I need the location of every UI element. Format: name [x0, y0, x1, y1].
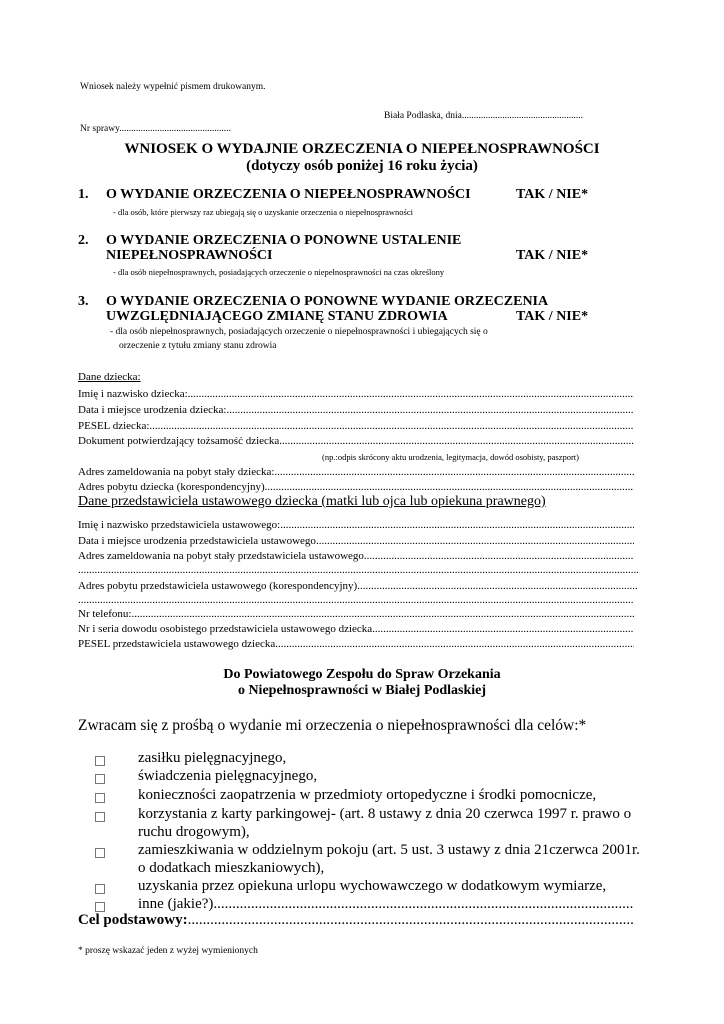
child-id-document-field[interactable]: [78, 435, 634, 447]
field-label: Adres zameldowania na pobyt stały przedstawiciela ustawowego: [78, 550, 364, 562]
footnote: * proszę wskazać jeden z wyżej wymienionych: [78, 946, 258, 956]
field-label: Imię i nazwisko dziecka:: [78, 388, 188, 400]
section-title: O WYDANIE ORZECZENIA O PONOWNE WYDANIE ORZECZENIA: [106, 294, 549, 309]
guardian-phone-field[interactable]: [78, 608, 634, 620]
section-number: 3.: [78, 294, 89, 309]
field-label: Adres pobytu przedstawiciela ustawowego (korespondencyjny): [78, 580, 358, 592]
child-address-field[interactable]: [78, 466, 634, 478]
child-pesel-field[interactable]: [78, 420, 634, 432]
section-title: O WYDANIE ORZECZENIA O PONOWNE USTALENIE: [106, 233, 462, 248]
guardian-correspondence-continuation[interactable]: [78, 594, 634, 606]
addressee-line2: o Niepełnosprawności w Białej Podlaskiej: [237, 683, 487, 698]
purpose-label-line2: o dodatkach mieszkaniowych),: [138, 860, 325, 876]
purpose-label: uzyskania przez opiekuna urlopu wychowawczego w dodatkowym wymiarze,: [138, 878, 607, 894]
addressee-line1: Do Powiatowego Zespołu do Spraw Orzekania: [223, 667, 501, 682]
yes-no-choice[interactable]: TAK / NIE*: [516, 187, 589, 202]
child-correspondence-address-field[interactable]: [78, 481, 634, 493]
yes-no-choice[interactable]: TAK / NIE*: [516, 309, 589, 324]
section-description-line2: orzeczenie z tytułu zmiany stanu zdrowia: [119, 341, 277, 351]
checkbox-care-benefit[interactable]: [95, 774, 105, 784]
guardian-name-field[interactable]: [78, 519, 634, 531]
guardian-correspondence-address-field[interactable]: [78, 580, 638, 592]
purpose-label: konieczności zaopatrzenia w przedmioty ortopedyczne i środki pomocnicze,: [138, 787, 597, 803]
checkbox-parental-leave[interactable]: [95, 884, 105, 894]
child-birth-field[interactable]: [78, 404, 634, 416]
guardian-pesel-field[interactable]: [78, 638, 634, 650]
guardian-birth-field[interactable]: [78, 535, 634, 547]
guardian-id-series-field[interactable]: [78, 623, 634, 635]
yes-no-choice[interactable]: TAK / NIE*: [516, 248, 589, 263]
section-title: O WYDANIE ORZECZENIA O NIEPEŁNOSPRAWNOŚCI: [106, 187, 471, 202]
field-label: Adres pobytu dziecka (korespondencyjny): [78, 481, 265, 493]
purpose-label: zamieszkiwania w oddzielnym pokoju (art. 5 ust. 3 ustawy z dnia 21czerwca 2001r.: [138, 842, 640, 858]
section-title-line2: NIEPEŁNOSPRAWNOŚCI: [106, 248, 273, 263]
section-description: - dla osób niepełnosprawnych, posiadających orzeczenie o niepełnosprawności i ubiegających się o: [110, 327, 488, 337]
document-subtitle: (dotyczy osób poniżej 16 roku życia): [246, 158, 478, 174]
section-number: 2.: [78, 233, 89, 248]
field-label: Imię i nazwisko przedstawiciela ustawowego:: [78, 519, 281, 531]
field-label: Nr telefonu:: [78, 608, 132, 620]
document-title: WNIOSEK O WYDAJNIE ORZECZENIA O NIEPEŁNOSPRAWNOŚCI: [124, 141, 600, 157]
field-label: Data i miejsce urodzenia przedstawiciela ustawowego: [78, 535, 316, 547]
id-document-hint: (np.:odpis skrócony aktu urodzenia, legitymacja, dowód osobisty, paszport): [322, 452, 579, 462]
field-label: PESEL przedstawiciela ustawowego dziecka: [78, 638, 276, 650]
guardian-address-field[interactable]: [78, 550, 634, 562]
guardian-data-heading: Dane przedstawiciela ustawowego dziecka (matki lub ojca lub opiekuna prawnego): [78, 494, 546, 509]
child-name-field[interactable]: [78, 388, 634, 400]
field-label: Adres zameldowania na pobyt stały dziecka:: [78, 466, 275, 478]
checkbox-orthopedic-supplies[interactable]: [95, 793, 105, 803]
purpose-other-field[interactable]: [138, 896, 634, 913]
purpose-label: inne (jakie?): [138, 896, 214, 912]
purpose-label: korzystania z karty parkingowej- (art. 8 ustawy z dnia 20 czerwca 1997 r. prawo o: [138, 806, 632, 822]
case-number-field[interactable]: Nr sprawy...............................................: [80, 124, 231, 134]
child-data-heading: Dane dziecka:: [78, 371, 141, 383]
field-label: Data i miejsce urodzenia dziecka:: [78, 404, 227, 416]
purpose-label: zasiłku pielęgnacyjnego,: [138, 750, 287, 766]
field-label: PESEL dziecka:: [78, 420, 150, 432]
section-number: 1.: [78, 187, 89, 202]
checkbox-care-allowance[interactable]: [95, 756, 105, 766]
fill-instruction: Wniosek należy wypełnić pismem drukowanym.: [80, 82, 266, 92]
main-goal-field[interactable]: [78, 912, 634, 929]
checkbox-parking-card[interactable]: [95, 812, 105, 822]
place-date-field[interactable]: Biała Podlaska, dnia...................................................: [384, 111, 583, 121]
checkbox-separate-room[interactable]: [95, 848, 105, 858]
main-goal-label: Cel podstawowy:: [78, 912, 188, 928]
purpose-label: świadczenia pielęgnacyjnego,: [138, 768, 318, 784]
request-intro: Zwracam się z prośbą o wydanie mi orzeczenia o niepełnosprawności dla celów:*: [78, 717, 587, 734]
field-label: Dokument potwierdzający tożsamość dziecka: [78, 435, 280, 447]
section-description: - dla osób, które pierwszy raz ubiegają się o uzyskanie orzeczenia o niepełnosprawności: [113, 207, 413, 217]
section-description: - dla osób niepełnosprawnych, posiadających orzeczenie o niepełnosprawności na czas określony: [113, 267, 445, 277]
field-label: Nr i seria dowodu osobistego przedstawiciela ustawowego dziecka: [78, 623, 373, 635]
checkbox-other[interactable]: [95, 902, 105, 912]
section-title-line2: UWZGLĘDNIAJĄCEGO ZMIANĘ STANU ZDROWIA: [106, 309, 448, 324]
purpose-label-line2: ruchu drogowym),: [138, 824, 250, 840]
guardian-address-continuation[interactable]: [78, 564, 638, 576]
